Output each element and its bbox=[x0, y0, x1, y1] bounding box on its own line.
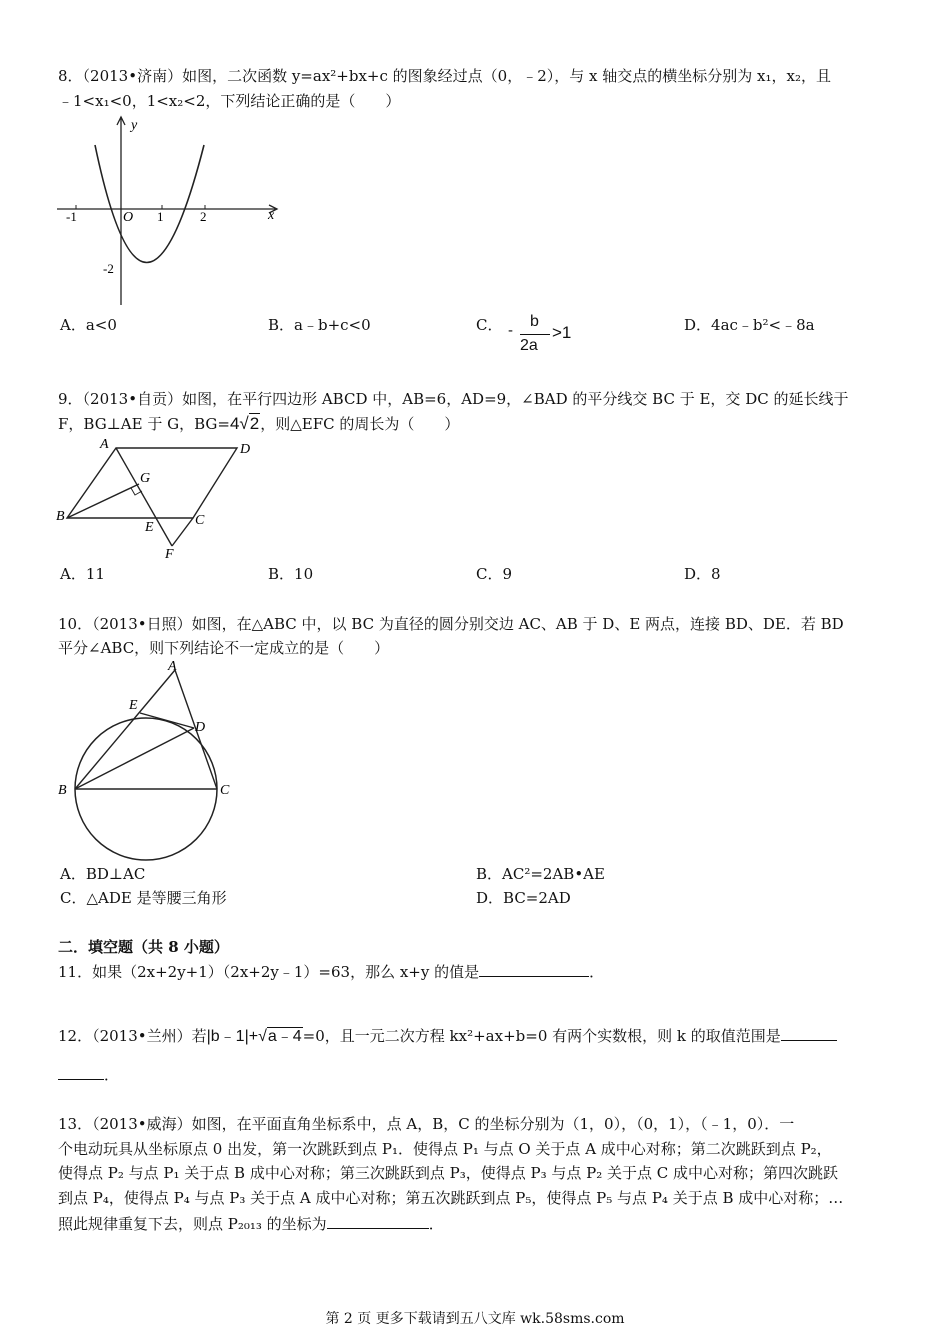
q8-x-label: x bbox=[268, 208, 275, 223]
q10-line1: 10．（2013•日照）如图，在△ABC 中，以 BC 为直径的圆分别交边 AC、AB 于 D、E 两点，连接 BD、DE．若 BD bbox=[58, 615, 844, 633]
q10-option-d[interactable]: D．BC=2AD bbox=[476, 889, 571, 907]
q12-answer-blank-part1[interactable] bbox=[781, 1025, 837, 1041]
q8-option-c-prefix[interactable]: C． bbox=[476, 316, 503, 334]
q8-tick-label-1: 1 bbox=[157, 209, 164, 224]
q8-c-neg: - bbox=[508, 322, 513, 339]
q8-c-frac-bar bbox=[520, 334, 550, 335]
q9-bg-coef: 4 bbox=[229, 414, 240, 433]
q10-option-b[interactable]: B．AC²=2AB•AE bbox=[476, 865, 605, 883]
q9-line-bg bbox=[67, 484, 139, 518]
q13-end: ． bbox=[428, 1215, 444, 1233]
q10-line2: 平分∠ABC，则下列结论不一定成立的是（ ） bbox=[58, 639, 390, 657]
q9-label-d: D bbox=[240, 442, 251, 457]
q13-line4: 到点 P₄，使得点 P₄ 与点 P₃ 关于点 A 成中心对称；第五次跳跃到点 P₅，使得点 P₅ 与点 P₄ 关于点 B 成中心对称；… bbox=[58, 1189, 844, 1207]
q9-label-a: A bbox=[100, 437, 109, 452]
q11-end: ． bbox=[589, 963, 605, 981]
q12-post: =0，且一元二次方程 kx²+ax+b=0 有两个实数根，则 k 的取值范围是 bbox=[302, 1027, 781, 1045]
q10-label-c: C bbox=[220, 783, 230, 798]
q9-line-cf bbox=[172, 518, 193, 546]
q8-option-a[interactable]: A．a<0 bbox=[60, 316, 117, 334]
q10-circle-figure bbox=[52, 656, 252, 861]
q8-parabola-curve bbox=[95, 145, 204, 263]
q9-option-d[interactable]: D．8 bbox=[684, 565, 721, 583]
q10-line-bd bbox=[75, 728, 194, 789]
q10-label-b: B bbox=[58, 783, 67, 798]
q8-y-mark-label: -2 bbox=[103, 261, 114, 276]
q9-option-a[interactable]: A．11 bbox=[60, 565, 105, 583]
q9-label-g: G bbox=[140, 471, 151, 486]
q9-bg-radicand: 2 bbox=[249, 414, 260, 433]
q9-label-f: F bbox=[165, 547, 174, 562]
q9-line1: 9．（2013•自贡）如图，在平行四边形 ABCD 中，AB=6，AD=9，∠BAD 的平分线交 BC 于 E，交 DC 的延长线于 bbox=[58, 390, 849, 408]
q8-parabola-graph bbox=[55, 115, 285, 310]
q9-bisector-ae bbox=[116, 448, 172, 546]
q8-tick-label-m1: -1 bbox=[66, 209, 77, 224]
q10-option-a[interactable]: A．BD⊥AC bbox=[60, 865, 146, 883]
q8-c-den: 2a bbox=[520, 337, 538, 354]
q9-parallelogram-figure bbox=[52, 434, 272, 564]
q8-origin-label: O bbox=[123, 210, 134, 225]
q12-rad-expr: a﹣4 bbox=[267, 1028, 302, 1045]
q10-option-c[interactable]: C．△ADE 是等腰三角形 bbox=[60, 889, 227, 907]
q9-line2-post: ，则△EFC 的周长为（ ） bbox=[260, 415, 460, 433]
q8-c-rel: >1 bbox=[552, 323, 572, 342]
q13-line5-text: 照此规律重复下去，则点 P₂₀₁₃ 的坐标为 bbox=[58, 1215, 327, 1233]
q12-sqrt-sign: √ bbox=[258, 1028, 267, 1045]
q12-line2 bbox=[58, 1064, 119, 1085]
q8-option-c-expr[interactable] bbox=[508, 313, 578, 359]
q8-c-num: b bbox=[530, 313, 539, 330]
q11-answer-blank[interactable] bbox=[479, 961, 589, 977]
q8-y-label: y bbox=[131, 118, 138, 133]
q11-line bbox=[58, 961, 604, 982]
q8-line2: ﹣1<x₁<0，1<x₂<2，下列结论正确的是（ ） bbox=[58, 92, 401, 110]
q9-label-e: E bbox=[145, 520, 154, 535]
q13-line2: 个电动玩具从坐标原点 0 出发，第一次跳跃到点 P₁．使得点 P₁ 与点 O 关于点 A 成中心对称；第二次跳跃到点 P₂， bbox=[58, 1140, 832, 1158]
q11-text: 11．如果（2x+2y+1）（2x+2y﹣1）=63，那么 x+y 的值是 bbox=[58, 963, 480, 981]
q13-line3: 使得点 P₂ 与点 P₁ 关于点 B 成中心对称；第三次跳跃到点 P₃，使得点 P₃ 与点 P₂ 关于点 C 成中心对称；第四次跳跃 bbox=[58, 1164, 839, 1182]
q9-line2-pre: F，BG⊥AE 于 G，BG= bbox=[58, 415, 230, 433]
q9-label-b: B bbox=[56, 509, 65, 524]
q9-right-angle-mark bbox=[131, 488, 142, 495]
q13-answer-blank[interactable] bbox=[327, 1213, 429, 1229]
q8-tick-label-2: 2 bbox=[200, 209, 207, 224]
q8-line1: 8．（2013•济南）如图，二次函数 y=ax²+bx+c 的图象经过点（0，﹣2），与 x 轴交点的横坐标分别为 x₁，x₂，且 bbox=[58, 67, 831, 85]
q12-answer-blank-part2[interactable] bbox=[58, 1064, 104, 1080]
q9-parallelogram bbox=[67, 448, 237, 518]
q9-sqrt-sign: √ bbox=[239, 414, 249, 433]
q9-label-c: C bbox=[195, 513, 205, 528]
q12-end: ． bbox=[104, 1066, 120, 1084]
q10-label-e: E bbox=[129, 698, 138, 713]
q12-line1 bbox=[58, 1025, 837, 1047]
page-footer: 第 2 页 更多下载请到五八文库 wk.58sms.com bbox=[325, 1311, 625, 1327]
q9-line2 bbox=[58, 414, 459, 434]
q12-pre: 12．（2013•兰州）若 bbox=[58, 1027, 207, 1045]
section-heading: 二．填空题（共 8 小题） bbox=[58, 938, 229, 956]
q8-option-b[interactable]: B．a﹣b+c<0 bbox=[268, 316, 371, 334]
q10-label-a: A bbox=[168, 659, 177, 674]
q10-line-de bbox=[140, 713, 194, 728]
q10-side-ab bbox=[75, 670, 175, 789]
q9-option-b[interactable]: B．10 bbox=[268, 565, 314, 583]
q9-option-c[interactable]: C．9 bbox=[476, 565, 513, 583]
q13-line1: 13．（2013•威海）如图，在平面直角坐标系中，点 A，B，C 的坐标分别为（1，0），（0，1），（﹣1，0）．一 bbox=[58, 1115, 795, 1133]
q8-option-d[interactable]: D．4ac﹣b²<﹣8a bbox=[684, 316, 815, 334]
q12-abs-expr: |b﹣1|+ bbox=[206, 1028, 259, 1045]
q13-line5 bbox=[58, 1213, 444, 1234]
q10-label-d: D bbox=[195, 720, 206, 735]
